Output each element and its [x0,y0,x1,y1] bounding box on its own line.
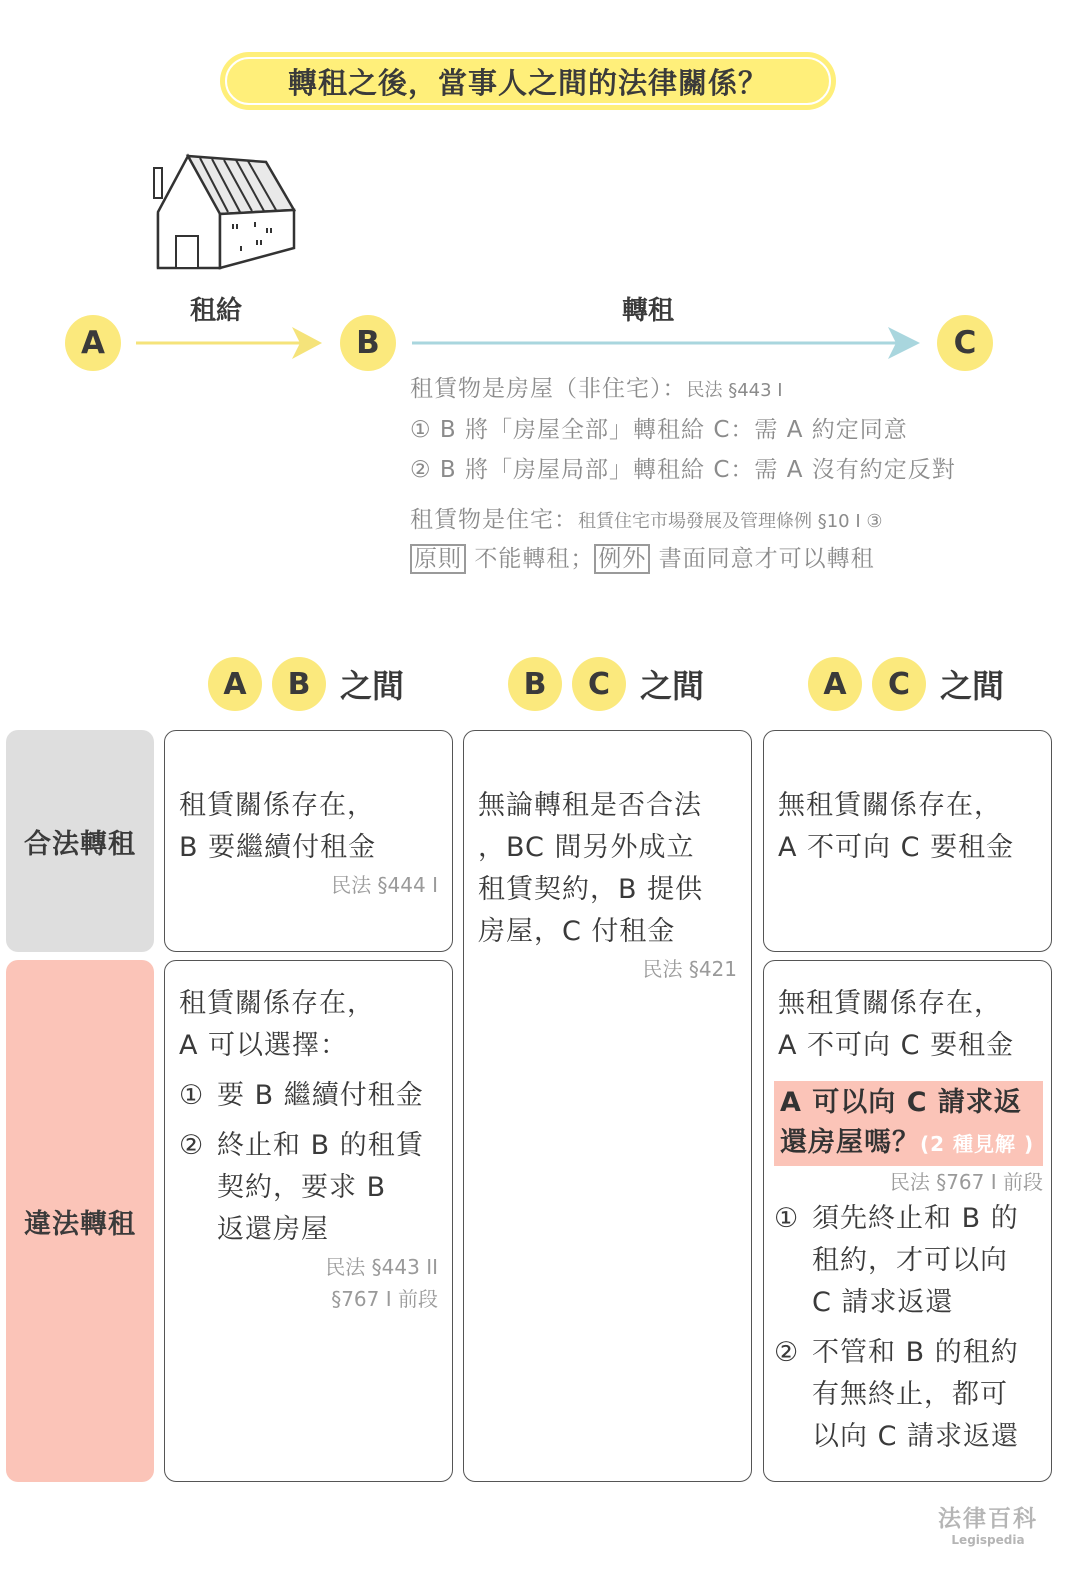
cell-illegal-ac-line-2: A 不可向 C 要租金 [778,1030,1015,1061]
residence-note-cite: 租賃住宅市場發展及管理條例 §10 I ③ [578,511,883,532]
column-head-ab-label: 之間 [340,667,405,705]
cell-illegal-ab-item-2-line-1: 終止和 B 的租賃 [217,1130,424,1161]
principle-text: 不能轉租； [474,546,595,572]
cell-illegal-ac-item-1-line-1: 須先終止和 B 的 [812,1203,1019,1234]
cell-legal-ab-cite: 民法 §444 I [331,873,438,897]
residence-note-heading: 租賃物是住宅： [410,507,578,533]
cell-illegal-ac-question-line-2: 還房屋嗎？ [780,1127,920,1158]
cell-illegal-ab-item-1-num: ① [179,1080,205,1111]
cell-illegal-ac-item-1-num: ① [774,1203,800,1234]
lease-arrow-label: 租給 [190,296,243,326]
cell-illegal-ac-item-2-num: ② [774,1337,800,1368]
house-note [410,370,956,490]
cell-legal-ab-line-1: 租賃關係存在， [179,790,375,821]
cell-illegal-ac-question-tag: (2 種見解 ) [920,1132,1035,1156]
cell-illegal-ab-line-1: 租賃關係存在， [179,988,375,1019]
cell-bc [463,730,752,1482]
cell-illegal-ac-cite: 民法 §767 I 前段 [889,1170,1043,1194]
row-label-legal: 合法轉租 [6,730,154,952]
party-a: A [65,315,121,371]
exception-tag: 例外 [594,544,650,574]
cell-legal-ac [763,730,1052,952]
cell-illegal-ac-question-line-1: A 可以向 C 請求返 [780,1087,1022,1118]
house-icon [148,152,298,272]
cell-illegal-ac-line-1: 無租賃關係存在， [778,988,1002,1019]
cell-illegal-ab-cite-1: 民法 §443 II [325,1255,438,1279]
exception-text: 書面同意才可以轉租 [658,546,875,572]
brand-sub: Legispedia [951,1533,1025,1547]
page-title: 轉租之後，當事人之間的法律關係？ [225,57,831,105]
column-head-ac-party-1: A [808,657,862,711]
sublease-arrow-label: 轉租 [622,296,675,326]
cell-illegal-ac-item-1-line-2: 租約，才可以向 [812,1245,1008,1276]
cell-legal-ab-line-2: B 要繼續付租金 [179,832,377,863]
column-head-ab-party-1: A [208,657,262,711]
cell-illegal-ab-item-2 [179,1125,438,1251]
column-head-bc-label: 之間 [640,667,705,705]
cell-illegal-ab [164,960,453,1482]
cell-illegal-ab-cite-2: §767 I 前段 [331,1287,438,1311]
cell-bc-line-2: ，BC 間另外成立 [478,832,695,863]
house-note-heading: 租賃物是房屋（非住宅）： [410,376,687,402]
cell-illegal-ac-question [774,1081,1043,1166]
row-label-illegal: 違法轉租 [6,960,154,1482]
principle-tag: 原則 [410,544,466,574]
cell-bc-cite: 民法 §421 [642,957,737,981]
cell-illegal-ab-item-1-text: 要 B 繼續付租金 [217,1080,424,1111]
cell-illegal-ab-item-2-num: ② [179,1130,205,1161]
brand-name: 法律百科 [938,1506,1038,1532]
cell-legal-ab [164,730,453,952]
cell-bc-line-1: 無論轉租是否合法 [478,790,702,821]
cell-bc-line-3: 租賃契約，B 提供 [478,874,704,905]
column-head-ac-party-2: C [872,657,926,711]
column-head-bc [508,657,704,711]
cell-illegal-ab-item-2-line-3: 返還房屋 [217,1214,329,1245]
column-head-ac-label: 之間 [940,667,1005,705]
cell-illegal-ac-item-2-line-3: 以向 C 請求返還 [812,1421,1020,1452]
column-head-bc-party-1: B [508,657,562,711]
column-head-ac [808,657,1004,711]
residence-note [410,503,883,579]
column-head-ab [208,657,404,711]
house-note-item-1: ① B 將「房屋全部」轉租給 C：需 A 約定同意 [410,417,908,443]
house-note-cite: 民法 §443 I [686,380,783,401]
brand-logo [928,1500,1048,1547]
cell-illegal-ac-item-1-line-3: C 請求返還 [812,1287,954,1318]
party-c: C [937,315,993,371]
cell-illegal-ac-item-2-line-2: 有無終止，都可 [812,1379,1008,1410]
column-head-ab-party-2: B [272,657,326,711]
cell-illegal-ab-item-1 [179,1075,438,1117]
column-head-bc-party-2: C [572,657,626,711]
cell-illegal-ab-item-2-line-2: 契約，要求 B [217,1172,387,1203]
lease-arrow [130,325,330,361]
cell-illegal-ac-item-2 [774,1332,1043,1458]
cell-legal-ac-line-2: A 不可向 C 要租金 [778,832,1015,863]
sublease-arrow [408,325,928,361]
cell-legal-ac-line-1: 無租賃關係存在， [778,790,1002,821]
cell-illegal-ab-line-2: A 可以選擇： [179,1030,349,1061]
house-note-item-2: ② B 將「房屋局部」轉租給 C：需 A 沒有約定反對 [410,457,956,483]
cell-bc-line-4: 房屋，C 付租金 [478,916,676,947]
party-b: B [340,315,396,371]
cell-illegal-ac-item-1 [774,1198,1043,1324]
cell-illegal-ac-item-2-line-1: 不管和 B 的租約 [812,1337,1019,1368]
cell-illegal-ac [763,960,1052,1482]
title-banner [220,52,836,110]
